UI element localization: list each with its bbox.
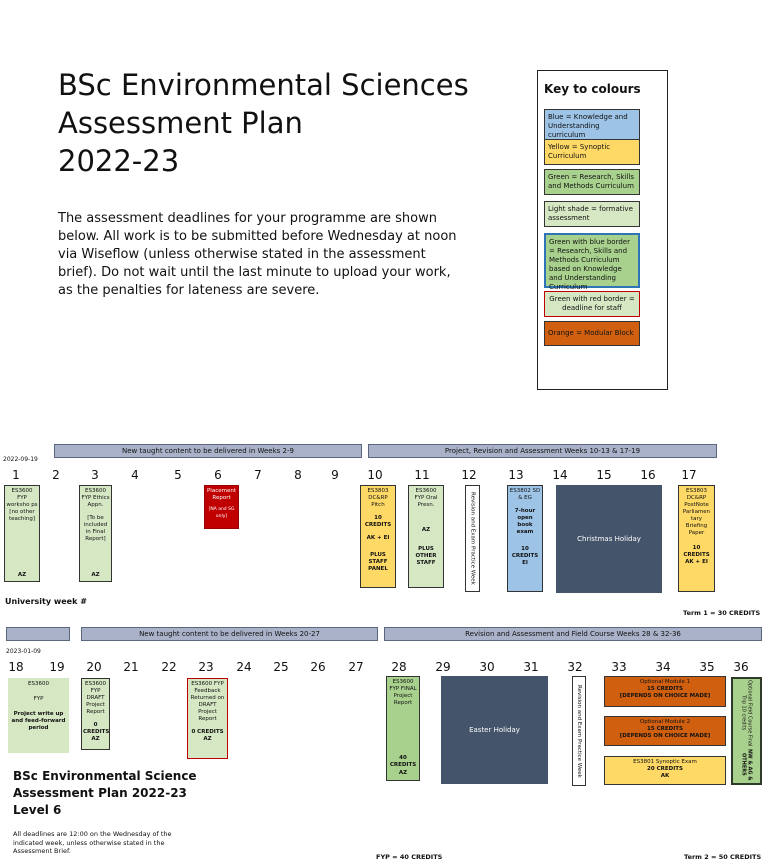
term1-total: Term 1 = 30 CREDITS bbox=[683, 609, 761, 617]
assessment-note: Project write up and feed-forward period bbox=[11, 711, 66, 731]
credits-label: 0 CREDITS bbox=[83, 722, 110, 735]
assessment-w18 bbox=[8, 678, 69, 753]
university-week-label: University week # bbox=[5, 597, 87, 606]
staff-label: AZ bbox=[91, 572, 100, 578]
assessment-w17 bbox=[678, 485, 715, 592]
footer-title-line-2: Assessment Plan 2022-23 bbox=[13, 786, 187, 800]
staff-label: EI bbox=[522, 560, 528, 566]
week-number: 17 bbox=[681, 468, 697, 482]
staff-label: AK + EI bbox=[366, 535, 390, 541]
week-number: 10 bbox=[367, 468, 383, 482]
assessment-w23 bbox=[187, 678, 228, 759]
week-number: 19 bbox=[49, 660, 65, 674]
assessment-label: ES3802 SD & EG bbox=[509, 488, 541, 501]
assessment-label: ES3600 bbox=[28, 681, 49, 687]
week-number: 15 bbox=[596, 468, 612, 482]
colour-key bbox=[537, 70, 668, 390]
assessment-label: ES3803 DC&RP PostNote Parliamen tary Briefing Paper bbox=[682, 488, 711, 536]
staff-label: AZ bbox=[398, 770, 408, 776]
intro-paragraph: The assessment deadlines for your programme are shown below. All work is to be submitted before Wednesday at noon via Wiseflow (unless otherwise stated in the assessment brief). Do not wait until the last minute to upload your work, as the penalties for lateness are severe. bbox=[58, 211, 457, 298]
staff-label: AZ bbox=[91, 736, 100, 742]
assessment-w36-field-course bbox=[731, 677, 762, 785]
assessment-w13 bbox=[507, 485, 543, 592]
week-number: 23 bbox=[198, 660, 214, 674]
assessment-label: ES3600 FYP Oral Presn. bbox=[414, 488, 438, 508]
week-number: 6 bbox=[214, 468, 222, 482]
assessment-w11 bbox=[408, 485, 444, 588]
assessment-label: ES3801 Synoptic Exam bbox=[633, 759, 697, 765]
assessment-note: [DEPENDS ON CHOICE MADE] bbox=[619, 733, 711, 739]
key-item-green-red-border: Green with red border = deadline for staff bbox=[544, 291, 640, 317]
footer-title bbox=[13, 768, 213, 819]
christmas-holiday: Christmas Holiday bbox=[556, 485, 662, 593]
credits-label: 10 CREDITS bbox=[683, 545, 710, 558]
staff-label: AK bbox=[660, 773, 670, 779]
staff-label: AZ bbox=[421, 527, 431, 533]
credits-label: 0 CREDITS bbox=[191, 729, 224, 735]
key-item-green-blue-border: Green with blue border = Research, Skills and Methods Curriculum based on Knowledge and Understanding Curriculum bbox=[544, 233, 640, 288]
staff-label: AZ bbox=[17, 572, 27, 578]
week-number: 26 bbox=[310, 660, 326, 674]
term1-banner-assessment: Project, Revision and Assessment Weeks 10-13 & 17-19 bbox=[368, 444, 717, 458]
key-item-blue: Blue = Knowledge and Understanding curriculum bbox=[544, 109, 640, 144]
key-item-orange: Orange = Modular Block bbox=[544, 321, 640, 346]
title-line-2: Assessment Plan bbox=[58, 106, 303, 140]
key-item-green: Green = Research, Skills and Methods Curriculum bbox=[544, 169, 640, 195]
week-number: 32 bbox=[567, 660, 583, 674]
assessment-note: [NA and SG only] bbox=[208, 507, 235, 519]
assessment-label: Placement Report bbox=[206, 488, 236, 501]
week-number: 4 bbox=[131, 468, 139, 482]
assessment-note: PLUS OTHER STAFF bbox=[415, 546, 437, 566]
easter-holiday: Easter Holiday bbox=[441, 676, 548, 784]
assessment-sub: FYP bbox=[33, 696, 44, 702]
credits-label: 20 CREDITS bbox=[647, 766, 683, 772]
week-number: 22 bbox=[161, 660, 177, 674]
week-number: 34 bbox=[655, 660, 671, 674]
assessment-note: 7-hour open book exam bbox=[514, 508, 536, 535]
assessment-label: ES3803 DC&RP Pitch bbox=[367, 488, 389, 508]
week-number: 2 bbox=[52, 468, 60, 482]
assessment-w20 bbox=[81, 678, 110, 750]
week-number: 1 bbox=[12, 468, 20, 482]
week-number: 7 bbox=[254, 468, 262, 482]
credits-label: 15 CREDITS bbox=[647, 686, 683, 692]
week-number: 13 bbox=[508, 468, 524, 482]
week-number: 16 bbox=[640, 468, 656, 482]
week-number: 27 bbox=[348, 660, 364, 674]
footer-note: All deadlines are 12:00 on the Wednesday of the indicated week, unless otherwise stated in the Assessment Brief. bbox=[13, 830, 172, 855]
optional-module-2 bbox=[604, 716, 726, 746]
week-number: 14 bbox=[552, 468, 568, 482]
title-line-1: BSc Environmental Sciences bbox=[58, 68, 469, 102]
staff-label: NW & AG & OTHERS bbox=[740, 748, 753, 781]
synoptic-exam bbox=[604, 756, 726, 785]
week-number: 18 bbox=[8, 660, 24, 674]
assessment-label: Optional Module 1 bbox=[639, 679, 691, 685]
assessment-label: ES3600 FYP Feedback Returned on DRAFT Project Report bbox=[190, 681, 225, 722]
revision-week-t1: Revision and Exam Practice Week bbox=[465, 485, 480, 592]
footer-title-line-1: BSc Environmental Science bbox=[13, 769, 197, 783]
term2-banner-assessment: Revision and Assessment and Field Course Weeks 28 & 32-36 bbox=[384, 627, 762, 641]
week-number: 24 bbox=[236, 660, 252, 674]
assessment-label: Optional Field Course Final Trip 10 credits bbox=[740, 679, 753, 746]
credits-label: 10 CREDITS bbox=[511, 546, 539, 559]
assessment-w10 bbox=[360, 485, 396, 588]
assessment-w28 bbox=[386, 676, 420, 781]
key-item-yellow: Yellow = Synoptic Curriculum bbox=[544, 139, 640, 165]
assessment-note: PLUS STAFF PANEL bbox=[368, 552, 388, 572]
assessment-label: ES3600 FYP FINAL Project Report bbox=[389, 679, 417, 706]
week-number: 8 bbox=[294, 468, 302, 482]
term1-start-date: 2022-09-19 bbox=[3, 456, 38, 463]
staff-label: AK + EI bbox=[685, 559, 708, 565]
term2-start-date: 2023-01-09 bbox=[6, 648, 41, 655]
assessment-label: ES3600 FYP DRAFT Project Report bbox=[85, 681, 106, 715]
assessment-note: [DEPENDS ON CHOICE MADE] bbox=[619, 693, 711, 699]
fyp-total: FYP = 40 CREDITS bbox=[376, 853, 443, 861]
week-number: 33 bbox=[611, 660, 627, 674]
term2-banner-taught: New taught content to be delivered in Weeks 20-27 bbox=[81, 627, 378, 641]
week-number: 29 bbox=[435, 660, 451, 674]
assessment-w6-placement bbox=[204, 485, 239, 529]
footer-title-line-3: Level 6 bbox=[13, 803, 62, 817]
credits-label: 10 CREDITS bbox=[364, 515, 392, 528]
week-number: 25 bbox=[273, 660, 289, 674]
assessment-label: ES3600 FYP Ethics Appn. bbox=[81, 488, 110, 508]
term2-total: Term 2 = 50 CREDITS bbox=[684, 853, 762, 861]
week-number: 5 bbox=[174, 468, 182, 482]
key-item-light: Light shade = formative assessment bbox=[544, 201, 640, 227]
week-number: 36 bbox=[733, 660, 749, 674]
title-line-3: 2022-23 bbox=[58, 144, 180, 178]
week-number: 20 bbox=[86, 660, 102, 674]
revision-week-t2: Revision and Exam Practice Week bbox=[572, 676, 586, 786]
week-number: 35 bbox=[699, 660, 715, 674]
assessment-w3 bbox=[79, 485, 112, 582]
week-number: 28 bbox=[391, 660, 407, 674]
page-title bbox=[58, 66, 469, 180]
week-number: 3 bbox=[91, 468, 99, 482]
term2-banner-blank bbox=[6, 627, 70, 641]
week-number: 30 bbox=[479, 660, 495, 674]
credits-label: 15 CREDITS bbox=[647, 726, 683, 732]
week-number: 12 bbox=[461, 468, 477, 482]
staff-label: AZ bbox=[203, 736, 212, 742]
week-number: 11 bbox=[414, 468, 430, 482]
assessment-note: [To be included in Final Report] bbox=[83, 515, 108, 542]
credits-label: 40 CREDITS bbox=[389, 755, 417, 768]
assessment-w1 bbox=[4, 485, 40, 582]
assessment-label: ES3600 FYP worksho ps [no other teaching] bbox=[6, 488, 38, 522]
week-number: 31 bbox=[523, 660, 539, 674]
week-number: 9 bbox=[331, 468, 339, 482]
optional-module-1 bbox=[604, 676, 726, 707]
week-number: 21 bbox=[123, 660, 139, 674]
assessment-label: Optional Module 2 bbox=[639, 719, 691, 725]
key-title: Key to colours bbox=[544, 82, 641, 96]
term1-banner-taught: New taught content to be delivered in Weeks 2-9 bbox=[54, 444, 362, 458]
